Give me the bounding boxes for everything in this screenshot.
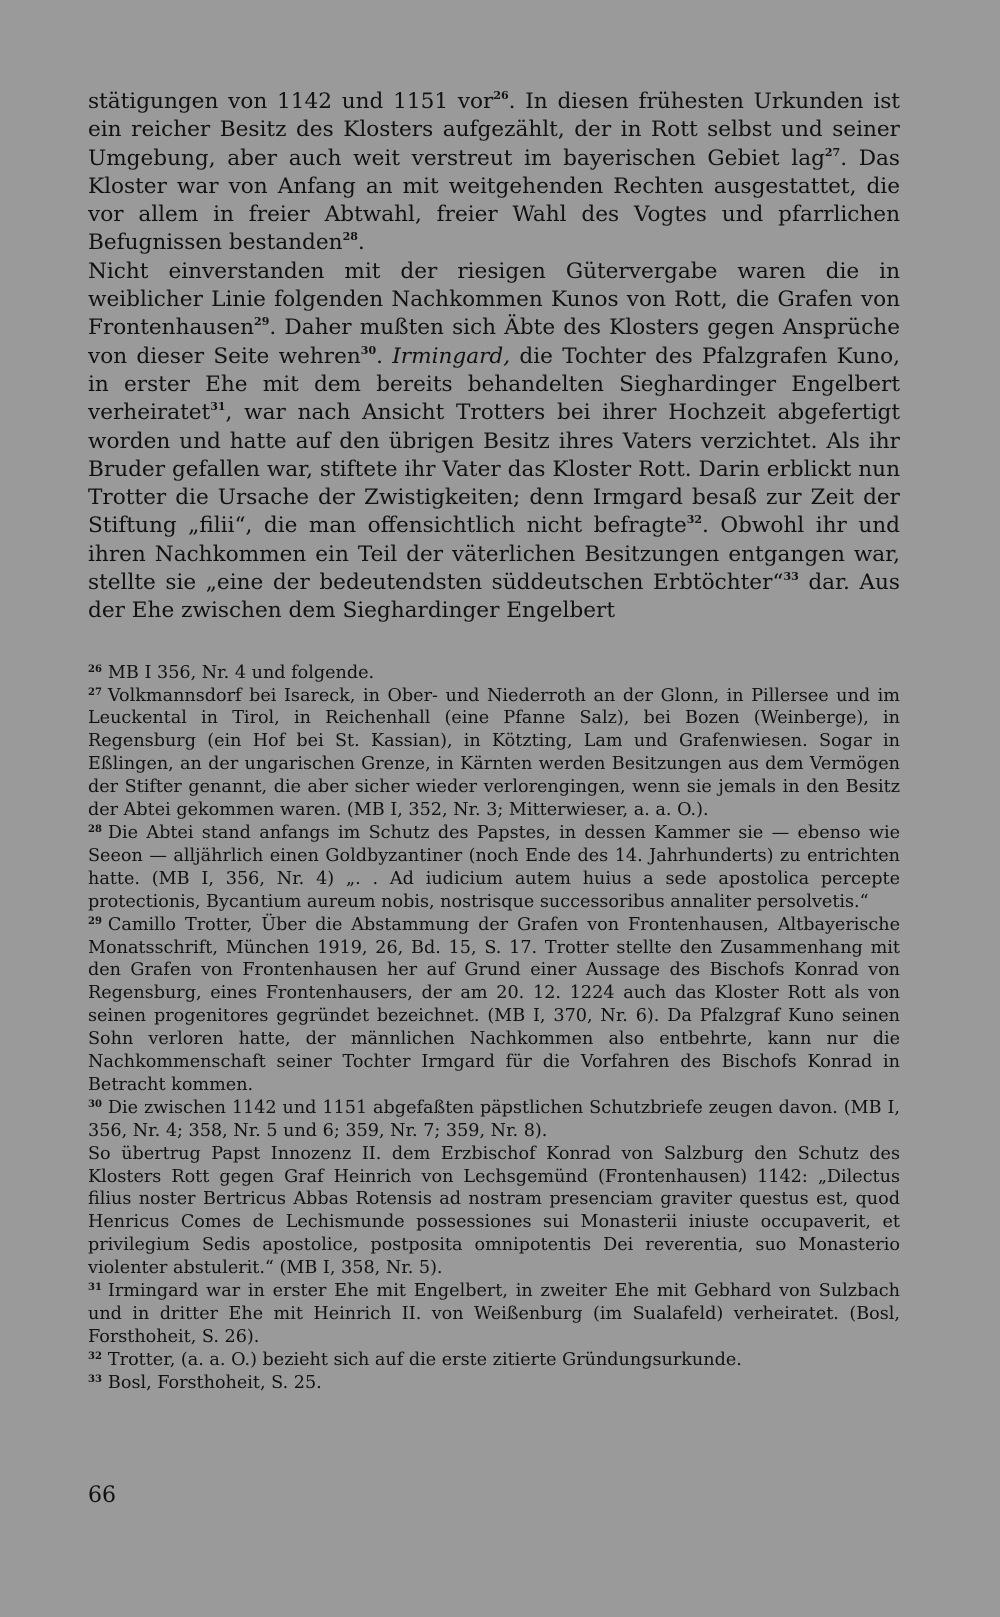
footnote [88, 822, 900, 914]
body-paragraph [88, 88, 900, 258]
footnote-reference: 26 [493, 89, 509, 102]
text-run: . [376, 343, 393, 369]
text-run: . Das Kloster war von Anfang an mit weitgehenden Rechten ausgestattet, die vor allem in freier Abtwahl, freier Wahl des Vogtes und pfarrlichen Befugnissen bestanden [88, 145, 901, 256]
body-paragraph [88, 258, 900, 626]
footnote-reference: 31 [210, 400, 226, 414]
footnote [88, 1143, 900, 1280]
footnote-reference: 32 [686, 513, 703, 527]
text-run: Nicht einverstanden mit der riesigen Gütervergabe waren die in weiblicher Linie folgenden Nachkommen Kunos von Rott, die Grafen von Frontenhausen [88, 258, 900, 341]
footnote-reference: 29 [254, 315, 270, 329]
text-run: . Obwohl ihr und ihren Nachkommen ein Teil der väterlichen Besitzungen entgangen war, stellte sie „eine der bedeutendsten süddeutschen Erbtöchter“ [88, 513, 900, 596]
text-run: . In diesen frühesten Urkunden ist ein reicher Besitz des Klosters aufgezählt, der in Rott selbst und seiner Umgebung, aber auch weit verstreut im bayerischen Gebiet lag [88, 89, 900, 171]
footnote-number: 28 [88, 823, 102, 835]
footnote [88, 1097, 900, 1143]
footnote-text: Camillo Trotter, Über die Abstammung der Grafen von Frontenhausen, Altbayerische Monatsschrift, München 1919, 26, Bd. 15, S. 17. Trotter stellte den Zusammenhang mit den Grafen von Frontenhausen her auf Grund einer Aussage des Bischofs Konrad von Regensburg, eines Frontenhausers, der am 20. 12. 1224 auch das Kloster Rott als von seinen progenitores gegründet bezeichnet. (MB I, 370, Nr. 6). Da Pfalzgraf Kuno seinen Sohn verloren hatte, der männlichen Nachkommen also entbehrte, kann nur die Nachkommenschaft seiner Tochter Irmgard für die Vorfahren des Bischofs Konrad in Betracht kommen. [88, 914, 900, 1095]
footnotes [88, 662, 900, 1395]
text-run: die Tochter des Pfalzgrafen Kuno, in erster Ehe mit dem bereits behandelten Sieghardinger Engelbert verheiratet [88, 343, 900, 426]
footnote-reference: 30 [360, 343, 377, 357]
footnote-reference: 28 [342, 230, 358, 244]
footnote-number: 33 [88, 1373, 102, 1385]
footnote-reference: 33 [783, 570, 799, 584]
footnote [88, 1372, 900, 1395]
footnote [88, 1349, 900, 1372]
footnote-text: Die zwischen 1142 und 1151 abgefaßten päpstlichen Schutzbriefe zeugen davon. (MB I, 356, Nr. 4; 358, Nr. 5 und 6; 359, Nr. 7; 359, Nr. 8). [88, 1097, 900, 1141]
footnote-text: Irmingard war in erster Ehe mit Engelbert, in zweiter Ehe mit Gebhard von Sulzbach und in dritter Ehe mit Heinrich II. von Weißenburg (im Sualafeld) verheiratet. (Bosl, Forsthoheit, S. 26). [88, 1281, 900, 1347]
footnote-number: 32 [88, 1350, 102, 1362]
footnote-number: 30 [88, 1098, 102, 1110]
footnote-number: 27 [88, 686, 102, 698]
footnote-reference: 27 [824, 145, 841, 159]
text-run: . Daher mußten sich Äbte des Klosters gegen Ansprüche von dieser Seite wehren [88, 315, 900, 369]
footnote [88, 685, 900, 822]
footnote-number: 31 [88, 1282, 102, 1294]
footnote [88, 1280, 900, 1349]
footnote-number: 29 [88, 915, 102, 927]
text-run: , war nach Ansicht Trotters bei ihrer Hochzeit abgefertigt worden und hatte auf den übrigen Besitz ihres Vaters verzichtet. Als ihr Bruder gefallen war, stiftete ihr Vater das Kloster Rott. Darin erblickt nun Trotter die Ursache der Zwistigkeiten; denn Irmgard besaß zur Zeit der Stiftung „filii“, die man offensichtlich nicht befragte [88, 400, 900, 539]
text-run: dar. Aus der Ehe zwischen dem Sieghardinger Engelbert [88, 570, 900, 624]
text-run: stätigungen von 1142 und 1151 vor [88, 89, 494, 114]
main-text [88, 88, 900, 626]
footnote-text: Die Abtei stand anfangs im Schutz des Papstes, in dessen Kammer sie — ebenso wie Seeon — alljährlich einen Goldbyzantiner (noch Ende des 14. Jahrhunderts) zu entrichten hatte. (MB I, 356, Nr. 4) „. . Ad iudicium autem huius a sede apostolica percepte protectionis, Bycantium aureum nobis, nostrisque successoribus annaliter persolvetis.“ [88, 822, 900, 912]
footnote-text: Trotter, (a. a. O.) bezieht sich auf die erste zitierte Gründungsurkunde. [107, 1349, 742, 1370]
emphasis-text: Irmingard, [392, 343, 511, 369]
text-run: . [357, 230, 365, 256]
page-number: 66 [88, 1483, 116, 1508]
footnote-number: 26 [88, 663, 102, 675]
footnote-text: MB I 356, Nr. 4 und folgende. [107, 662, 375, 683]
footnote-text: So übertrug Papst Innozenz II. dem Erzbischof Konrad von Salzburg den Schutz des Klosters Rott gegen Graf Heinrich von Lechsgemünd (Frontenhausen) 1142: „Dilectus filius noster Bertricus Abbas Rotensis ad nostram presenciam graviter questus est, quod Henricus Comes de Lechismunde possessiones sui Monasterii iniuste occupaverit, et privilegium Sedis apostolice, postposita omnipotentis Dei reverentia, suo Monasterio violenter abstulerit.“ (MB I, 358, Nr. 5). [88, 1143, 900, 1279]
footnote-text: Bosl, Forsthoheit, S. 25. [107, 1372, 322, 1393]
footnote [88, 662, 900, 685]
footnote [88, 914, 900, 1097]
footnote-text: Volkmannsdorf bei Isareck, in Ober- und Niederroth an der Glonn, in Pillersee und im Leuckental in Tirol, in Reichenhall (eine Pfanne Salz), bei Bozen (Weinberge), in Regensburg (ein Hof bei St. Kassian), in Kötzting, Lam und Grafenwiesen. Sogar in Eßlingen, an der ungarischen Grenze, in Kärnten werden Besitzungen aus dem Vermögen der Stifter genannt, die aber sicher wieder verlorengingen, wenn sie jemals in den Besitz der Abtei gekommen waren. (MB I, 352, Nr. 3; Mitterwieser, a. a. O.). [88, 685, 900, 821]
book-page [88, 88, 900, 1395]
